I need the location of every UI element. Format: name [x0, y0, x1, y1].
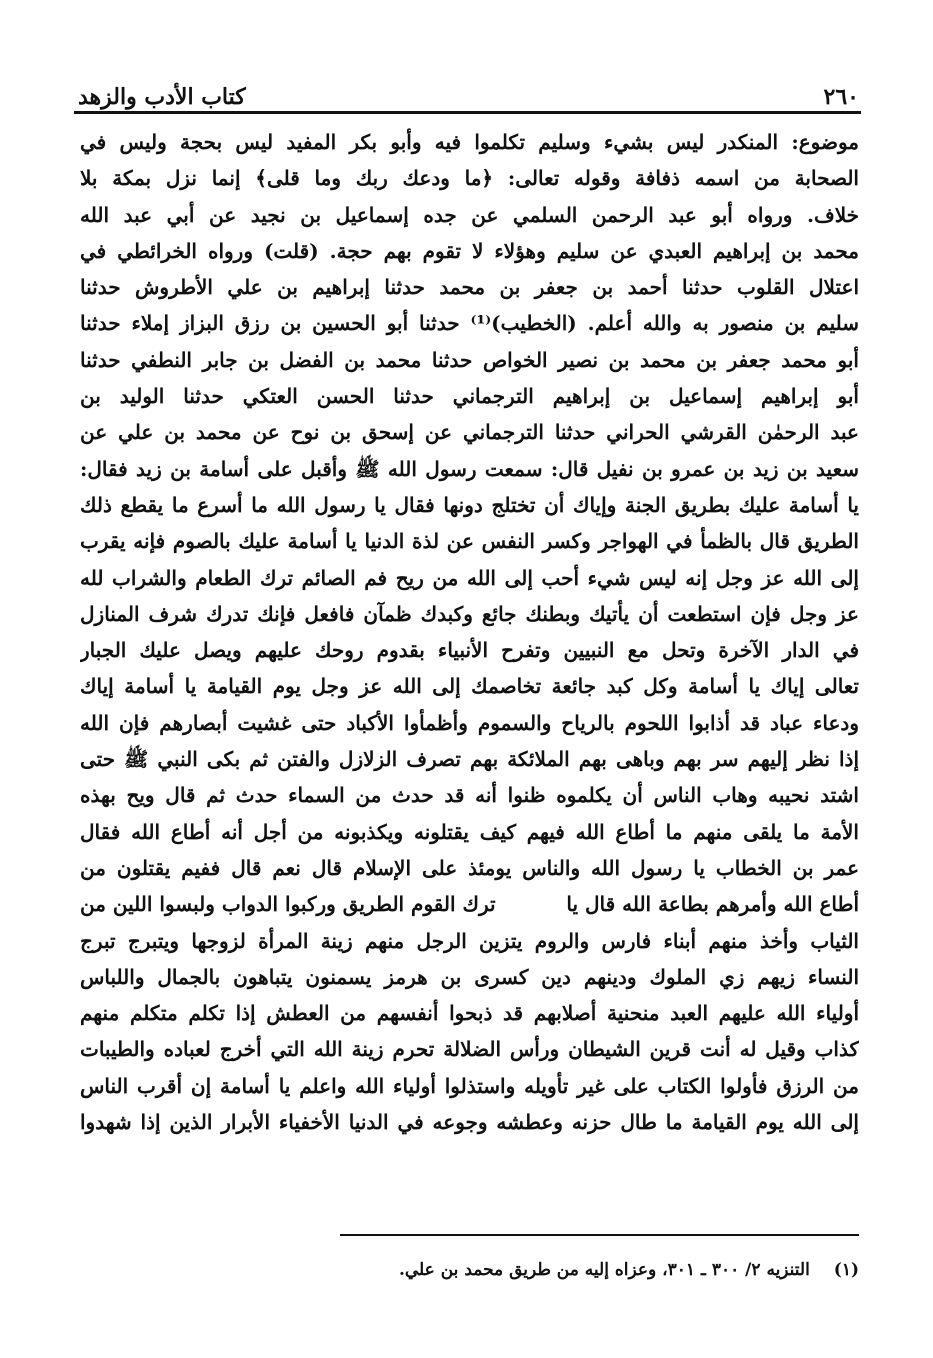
text-line-segment: أطاع الله وأمرهم بطاعة الله قال يا	[566, 892, 859, 917]
page-header	[78, 76, 859, 110]
text-line: الأمة ما يلقى منهم ما أطاع الله فيهم كيف يقتلونه ويكذبونه من أجل أنه أطاع الله فقال	[80, 819, 859, 844]
text-line: الطريق قال بالظمأ في الهواجر وكسر النفس عن لذة الدنيا يا أسامة عليك بالصوم فإنه يقرب	[80, 529, 859, 554]
text-line: من الرزق فأولوا الكتاب على غير تأويله واستذلوا أولياء الله واعلم يا أسامة إن أقرب الناس	[80, 1073, 859, 1098]
text-line: أبو إبراهيم إسماعيل بن إبراهيم الترجماني حدثنا الحسن العتكي حدثنا الوليد بن	[80, 384, 859, 409]
header-rule	[74, 111, 861, 114]
text-line: ودعاء عباد قد أذابوا اللحوم بالرياح والسموم وأظمأوا الأكباد حتى غشيت أبصارهم فإن الله	[80, 710, 859, 735]
text-line: عبد الرحمٰن القرشي الحراني حدثنا الترجماني عن إسحق بن نوح عن محمد بن علي عن	[80, 420, 859, 445]
text-line: إلى الله عز وجل إنه ليس شيء أحب إلى الله من ريح فم الصائم ترك الطعام والشراب لله	[80, 565, 859, 590]
footnote	[80, 1260, 859, 1280]
footnote-number: (١)	[833, 1260, 859, 1280]
text-line: في الدار الآخرة وتحل مع النبيين وتفرح الأنبياء بقدوم روحك عليهم ويصل عليك الجبار	[80, 638, 859, 663]
text-line: عمر بن الخطاب يا رسول الله والناس يومئذ على الإسلام قال نعم قال ففيم يقتلون من	[80, 855, 859, 880]
text-line: محمد بن إبراهيم العبدي عن سليم وهؤلاء لا تقوم بهم حجة. (قلت) ورواه الخرائطي في	[80, 238, 859, 263]
footnote-separator	[340, 1234, 859, 1236]
footnote-text: التنزيه ٢/ ٣٠٠ ـ ٣٠١، وعزاه إليه من طريق محمد بن علي.	[398, 1260, 810, 1280]
text-line: خلاف. ورواه أبو عبد الرحمن السلمي عن جده إسماعيل بن نجيد عن أبي عبد الله	[80, 202, 859, 227]
text-line: أولياء الله عليهم العبد منحنية أصلابهم قد ذبحوا أنفسهم من العطش إذا تكلم متكلم منهم	[80, 1001, 859, 1026]
text-line: اشتد نحيبه وهاب الناس أن يكلموه ظنوا أنه قد حدث من السماء حدث ثم قال ويح بهذه	[80, 783, 859, 808]
text-line: إلى الله يوم القيامة ما طال حزنه وعطشه وجوعه في الدنيا الأخفياء الأبرار الذين إذا شهدوا	[80, 1110, 859, 1135]
text-line: سليم بن منصور به والله أعلم. (الخطيب)⁽¹⁾ حدثنا أبو الحسين بن رزق البزاز إملاء حدثنا	[80, 311, 859, 336]
text-line: اعتلال القلوب حدثنا أحمد بن جعفر بن محمد حدثنا إبراهيم بن علي الأطروش حدثنا	[80, 275, 859, 300]
text-line: أبو محمد جعفر بن محمد بن نصير الخواص حدثنا محمد بن الفضل بن جابر النطفي حدثنا	[80, 347, 859, 372]
text-line: يا أسامة عليك بطريق الجنة وإياك أن تختلج دونها فقال يا رسول الله ما أسرع ما يقطع ذلك	[80, 492, 859, 517]
text-line: النساء زيهم زي الملوك ودينهم دين كسرى بن هرمز يسمنون يتباهون بالجمال واللباس	[80, 964, 859, 989]
text-line: كذاب وقيل له أنت قرين الشيطان ورأس الضلالة تحرم زينة الله التي أخرج لعباده والطيبات	[80, 1037, 859, 1062]
running-title: كتاب الأدب والزهد	[78, 84, 246, 110]
text-line: تعالى إياك يا أسامة وكل كبد جائعة تخاصمك إلى الله عز وجل يوم القيامة يا أسامة إياك	[80, 674, 859, 699]
text-line	[80, 886, 859, 922]
text-line: الثياب وأخذ منهم أبناء فارس والروم يتزين الرجل منهم زينة المرأة لزوجها ويتبرج تبرج	[80, 928, 859, 953]
text-line: عز وجل فإن استطعت أن يأتيك وبطنك جائع وكبدك ظمآن فافعل فإنك تدرك شرف المنازل	[80, 601, 859, 626]
text-line: إذا نظر إليهم سر بهم وباهى بهم الملائكة بهم تصرف الزلازل والفتن ثم بكى النبي ﷺ حتى	[80, 747, 859, 772]
text-line-segment: ترك القوم الطريق وركبوا الدواب ولبسوا اللين من	[80, 892, 496, 917]
text-line: الصحابة من اسمه ذفافة وقوله تعالى: ﴿ما ودعك ربك وما قلى﴾ إنما نزل بمكة بلا	[80, 166, 859, 191]
text-line: موضوع: المنكدر ليس بشيء وسليم تكلموا فيه وأبو بكر المفيد ليس بحجة وليس في	[80, 130, 859, 154]
text-line: سعيد بن زيد بن عمرو بن نفيل قال: سمعت رسول الله ﷺ وأقبل على أسامة بن زيد فقال:	[80, 456, 859, 481]
body-text	[80, 124, 859, 1140]
page-number: ٢٦٠	[823, 84, 859, 110]
